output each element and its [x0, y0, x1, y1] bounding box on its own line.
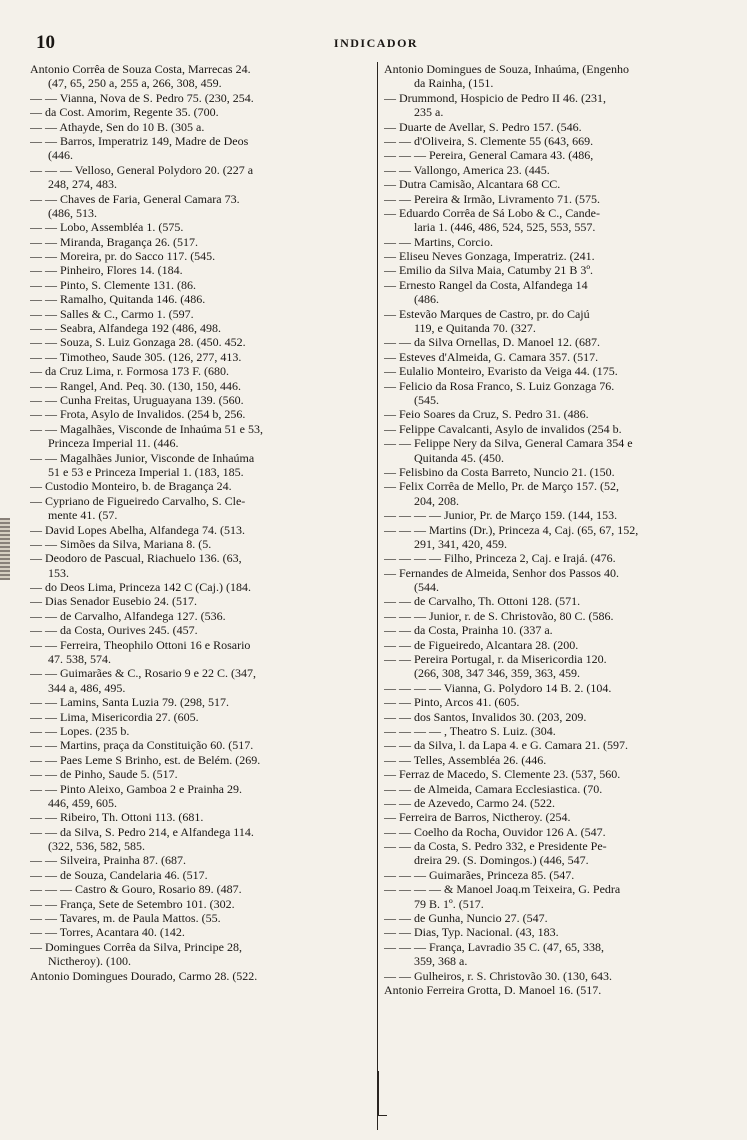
directory-entry-line: (446. — [48, 148, 73, 163]
directory-entry-line: — — Gulheiros, r. S. Christovão 30. (130, 643. — [384, 968, 612, 983]
directory-entry-line: 51 e 53 e Princeza Imperial 1. (183, 185. — [48, 464, 244, 479]
directory-entry-line: — — Coelho da Rocha, Ouvidor 126 A. (547. — [384, 824, 606, 839]
directory-entry-line: — Dutra Camisão, Alcantara 68 CC. — [384, 177, 561, 192]
directory-entry-line: — — Magalhães Junior, Visconde de Inhaúma — [30, 450, 255, 465]
left-column — [30, 62, 378, 1130]
directory-entry-line: 344 a, 486, 495. — [48, 680, 126, 695]
directory-entry-line: — Eliseu Neves Gonzaga, Imperatriz. (241. — [384, 249, 595, 264]
directory-entry-line: — — Seabra, Alfandega 192 (486, 498. — [30, 321, 221, 336]
directory-entry-line: — — de Souza, Candelaria 46. (517. — [30, 867, 208, 882]
directory-entry-line: — — de Pinho, Saude 5. (517. — [30, 767, 178, 782]
directory-entry-line: — Felix Corrêa de Mello, Pr. de Março 157. (52, — [384, 479, 619, 494]
directory-entry-line: — — — — Filho, Princeza 2, Caj. e Irajá. (476. — [384, 551, 616, 566]
page-title: INDICADOR — [333, 36, 419, 50]
directory-entry-line: — — Simões da Silva, Mariana 8. (5. — [30, 536, 212, 551]
directory-entry-line: — — de Carvalho, Th. Ottoni 128. (571. — [384, 594, 581, 609]
directory-entry-line: — — Guimarães & C., Rosario 9 e 22 C. (347, — [30, 666, 256, 681]
directory-entry-line: — — de Gunha, Nuncio 27. (547. — [384, 911, 548, 926]
directory-entry-line: — — da Costa, Ourives 245. (457. — [30, 623, 198, 638]
directory-entry-line: 119, e Quitanda 70. (327. — [414, 321, 536, 336]
directory-entry-line: — — Vianna, Nova de S. Pedro 75. (230, 254. — [30, 90, 254, 105]
directory-entry-line: — Eduardo Corrêa de Sá Lobo & C., Cande- — [384, 205, 600, 220]
directory-entry-line: — Duarte de Avellar, S. Pedro 157. (546. — [384, 119, 582, 134]
directory-entry-line: — — Chaves de Faria, General Camara 73. — [30, 191, 240, 206]
directory-entry-line: — — — França, Lavradio 35 C. (47, 65, 338, — [384, 939, 604, 954]
directory-entry-line: 47. 538, 574. — [48, 652, 111, 667]
directory-entry-line: — — — Martins (Dr.), Princeza 4, Caj. (65, 67, 152, — [384, 522, 639, 537]
directory-entry-line: — — — — & Manoel Joaq.m Teixeira, G. Pedra — [384, 882, 621, 897]
directory-entry-line: — — Lima, Misericordia 27. (605. — [30, 709, 199, 724]
directory-entry-line: — — Lopes. (235 b. — [30, 723, 130, 738]
directory-entry-line: — Domingues Corrêa da Silva, Principe 28, — [30, 939, 242, 954]
directory-entry-line: — Estevão Marques de Castro, pr. do Cajú — [384, 306, 590, 321]
directory-entry-line: — do Deos Lima, Princeza 142 C (Caj.) (184. — [30, 580, 251, 595]
directory-entry-line: — — Pereira Portugal, r. da Misericordia 120. — [384, 652, 607, 667]
directory-entry-line: — — Ribeiro, Th. Ottoni 113. (681. — [30, 810, 204, 825]
directory-entry-line: (544. — [414, 580, 439, 595]
directory-entry-line: — — — Pereira, General Camara 43. (486, — [384, 148, 594, 163]
directory-entry-line: — — Lamins, Santa Luzia 79. (298, 517. — [30, 695, 229, 710]
directory-entry-line: — Ferreira de Barros, Nictheroy. (254. — [384, 810, 571, 825]
directory-entry-line: — — Martins, Corcio. — [384, 234, 493, 249]
page-header — [36, 32, 716, 54]
directory-entry-line: — — Athayde, Sen do 10 B. (305 a. — [30, 119, 205, 134]
directory-entry-line: 235 a. — [414, 105, 444, 120]
directory-entry-line: — Felippe Cavalcanti, Asylo de invalidos (254 b. — [384, 421, 622, 436]
directory-entry-line: — — — Velloso, General Polydoro 20. (227 a — [30, 162, 254, 177]
directory-entry-line: — Deodoro de Pascual, Riachuelo 136. (63, — [30, 551, 242, 566]
directory-entry-line: — Custodio Monteiro, b. de Bragança 24. — [30, 479, 232, 494]
directory-entry-line: Antonio Corrêa de Souza Costa, Marrecas 24. — [30, 62, 251, 76]
directory-entry-line: — — Martins, praça da Constituição 60. (517. — [30, 738, 254, 753]
directory-entry-line: mente 41. (57. — [48, 508, 118, 523]
directory-entry-line: — — — Junior, r. de S. Christovão, 80 C. (586. — [384, 608, 614, 623]
directory-entry-line: — — Pinto, Arcos 41. (605. — [384, 695, 520, 710]
directory-entry-line: — — Magalhães, Visconde de Inhaúma 51 e 53, — [30, 421, 263, 436]
directory-entry-line: — — da Silva Ornellas, D. Manoel 12. (687. — [384, 335, 600, 350]
margin-mark — [0, 518, 10, 580]
directory-entry-line: (47, 65, 250 a, 255 a, 266, 308, 459. — [48, 76, 222, 91]
directory-entry-line: — — d'Oliveira, S. Clemente 55 (643, 669. — [384, 133, 594, 148]
directory-entry-line: Antonio Ferreira Grotta, D. Manoel 16. (517. — [384, 983, 602, 997]
directory-entry-line: — — Miranda, Bragança 26. (517. — [30, 234, 198, 249]
directory-entry-line: — — de Carvalho, Alfandega 127. (536. — [30, 608, 226, 623]
directory-entry-line: 359, 368 a. — [414, 954, 468, 969]
directory-entry-line: — — Paes Leme S Brinho, est. de Belém. (269. — [30, 752, 261, 767]
directory-entry-line: — — Felippe Nery da Silva, General Camara 354 e — [384, 436, 633, 451]
directory-entry-line: — — Pereira & Irmão, Livramento 71. (575. — [384, 191, 600, 206]
directory-entry-line: — — Pinheiro, Flores 14. (184. — [30, 263, 183, 278]
directory-entry-line: (545. — [414, 392, 439, 407]
directory-entry-line: Antonio Domingues Dourado, Carmo 28. (522. — [30, 968, 258, 983]
directory-entry-line: — — Vallongo, America 23. (445. — [384, 162, 550, 177]
page-number: 10 — [36, 32, 55, 53]
directory-entry-line: 153. — [48, 565, 69, 580]
directory-entry-line: — — Moreira, pr. do Sacco 117. (545. — [30, 249, 216, 264]
directory-entry-line: — — Rangel, And. Peq. 30. (130, 150, 446. — [30, 378, 241, 393]
directory-entry-line: — Emilio da Silva Maia, Catumby 21 B 3º. — [384, 263, 594, 278]
directory-entry-line: (486, 513. — [48, 205, 97, 220]
directory-entry-line: — Esteves d'Almeida, G. Camara 357. (517. — [384, 349, 599, 364]
directory-entry-line: — — Cunha Freitas, Uruguayana 139. (560. — [30, 392, 244, 407]
directory-entry-line: — — Ferreira, Theophilo Ottoni 16 e Rosario — [30, 637, 251, 652]
directory-entry-line: — — — Castro & Gouro, Rosario 89. (487. — [30, 882, 242, 897]
directory-entry-line: laria 1. (446, 486, 524, 525, 553, 557. — [414, 220, 596, 235]
directory-entry-line: — Ferraz de Macedo, S. Clemente 23. (537, 560. — [384, 767, 621, 782]
directory-entry-line: — — dos Santos, Invalidos 30. (203, 209. — [384, 709, 587, 724]
directory-entry-line: — Feio Soares da Cruz, S. Pedro 31. (486. — [384, 407, 589, 422]
directory-entry-line: — — da Costa, S. Pedro 332, e Presidente Pe- — [384, 839, 607, 854]
directory-entry-line: — — Barros, Imperatriz 149, Madre de Deos — [30, 133, 249, 148]
directory-entry-line: 79 B. 1º. (517. — [414, 896, 484, 911]
directory-entry-line: — — — — Vianna, G. Polydoro 14 B. 2. (104. — [384, 680, 612, 695]
directory-entry-line: 446, 459, 605. — [48, 795, 117, 810]
directory-entry-line: — Felicio da Rosa Franco, S. Luiz Gonzaga 76. — [384, 378, 615, 393]
directory-entry-line: — Cypriano de Figueiredo Carvalho, S. Cle- — [30, 493, 246, 508]
directory-entry-line: Princeza Imperial 11. (446. — [48, 436, 179, 451]
directory-entry-line: — — Frota, Asylo de Invalidos. (254 b, 256. — [30, 407, 246, 422]
directory-entry-line: — Ernesto Rangel da Costa, Alfandega 14 — [384, 277, 588, 292]
directory-entry-line: — — Tavares, m. de Paula Mattos. (55. — [30, 911, 221, 926]
directory-entry-line: — — França, Sete de Setembro 101. (302. — [30, 896, 235, 911]
directory-entry-line: 204, 208. — [414, 493, 459, 508]
directory-entry-line: (322, 536, 582, 585. — [48, 839, 145, 854]
directory-entry-line: — — Lobo, Assembléa 1. (575. — [30, 220, 184, 235]
directory-entry-line: — — da Silva, S. Pedro 214, e Alfandega 114. — [30, 824, 254, 839]
directory-entry-line: — Felisbino da Costa Barreto, Nuncio 21. (150. — [384, 464, 615, 479]
directory-entry-line: 291, 341, 420, 459. — [414, 536, 507, 551]
directory-entry-line: — — da Silva, l. da Lapa 4. e G. Camara 21. (597. — [384, 738, 628, 753]
directory-entry-line: — da Cruz Lima, r. Formosa 173 F. (680. — [30, 364, 230, 379]
entry-bracket — [378, 1071, 387, 1116]
directory-entry-line: — — Pinto Aleixo, Gamboa 2 e Prainha 29. — [30, 781, 242, 796]
directory-entry-line: — — Pinto, S. Clemente 131. (86. — [30, 277, 196, 292]
directory-entry-line: Nictheroy). (100. — [48, 954, 131, 969]
directory-entry-line: da Rainha, (151. — [414, 76, 494, 91]
directory-entry-line: — — Salles & C., Carmo 1. (597. — [30, 306, 194, 321]
directory-entry-line: — — Silveira, Prainha 87. (687. — [30, 853, 186, 868]
directory-entry-line: — — de Azevedo, Carmo 24. (522. — [384, 795, 555, 810]
right-column — [378, 62, 720, 1130]
directory-entry-line: Antonio Domingues de Souza, Inhaúma, (Engenho — [384, 62, 629, 76]
directory-columns — [30, 62, 720, 1130]
directory-entry-line: Quitanda 45. (450. — [414, 450, 504, 465]
directory-entry-line: — — Ramalho, Quitanda 146. (486. — [30, 292, 206, 307]
directory-entry-line: — — Timotheo, Saude 305. (126, 277, 413. — [30, 349, 242, 364]
directory-entry-line: — David Lopes Abelha, Alfandega 74. (513. — [30, 522, 245, 537]
directory-entry-line: (486. — [414, 292, 439, 307]
directory-entry-line: — — da Costa, Prainha 10. (337 a. — [384, 623, 553, 638]
directory-entry-line: (266, 308, 347 346, 359, 363, 459. — [414, 666, 580, 681]
directory-entry-line: — da Cost. Amorim, Regente 35. (700. — [30, 105, 219, 120]
directory-entry-line: 248, 274, 483. — [48, 177, 117, 192]
directory-entry-line: — — — Guimarães, Princeza 85. (547. — [384, 867, 575, 882]
directory-entry-line: — — Dias, Typ. Nacional. (43, 183. — [384, 925, 559, 940]
directory-entry-line: — Drummond, Hospicio de Pedro II 46. (231, — [384, 90, 606, 105]
directory-entry-line: — — de Almeida, Camara Ecclesiastica. (70. — [384, 781, 603, 796]
directory-entry-line: — — Torres, Acantara 40. (142. — [30, 925, 185, 940]
directory-entry-line: — — Souza, S. Luiz Gonzaga 28. (450. 452. — [30, 335, 246, 350]
directory-entry-line: — Fernandes de Almeida, Senhor dos Passos 40. — [384, 565, 619, 580]
directory-entry-line: — — Telles, Assembléa 26. (446. — [384, 752, 547, 767]
directory-entry-line: — — — — Junior, Pr. de Março 159. (144, 153. — [384, 508, 618, 523]
directory-entry-line: — Eulalio Monteiro, Evaristo da Veiga 44. (175. — [384, 364, 618, 379]
directory-entry-line: — — — — , Theatro S. Luiz. (304. — [384, 723, 556, 738]
directory-entry-line: — — de Figueiredo, Alcantara 28. (200. — [384, 637, 579, 652]
directory-entry-line: — Dias Senador Eusebio 24. (517. — [30, 594, 197, 609]
directory-entry-line: dreira 29. (S. Domingos.) (446, 547. — [414, 853, 589, 868]
